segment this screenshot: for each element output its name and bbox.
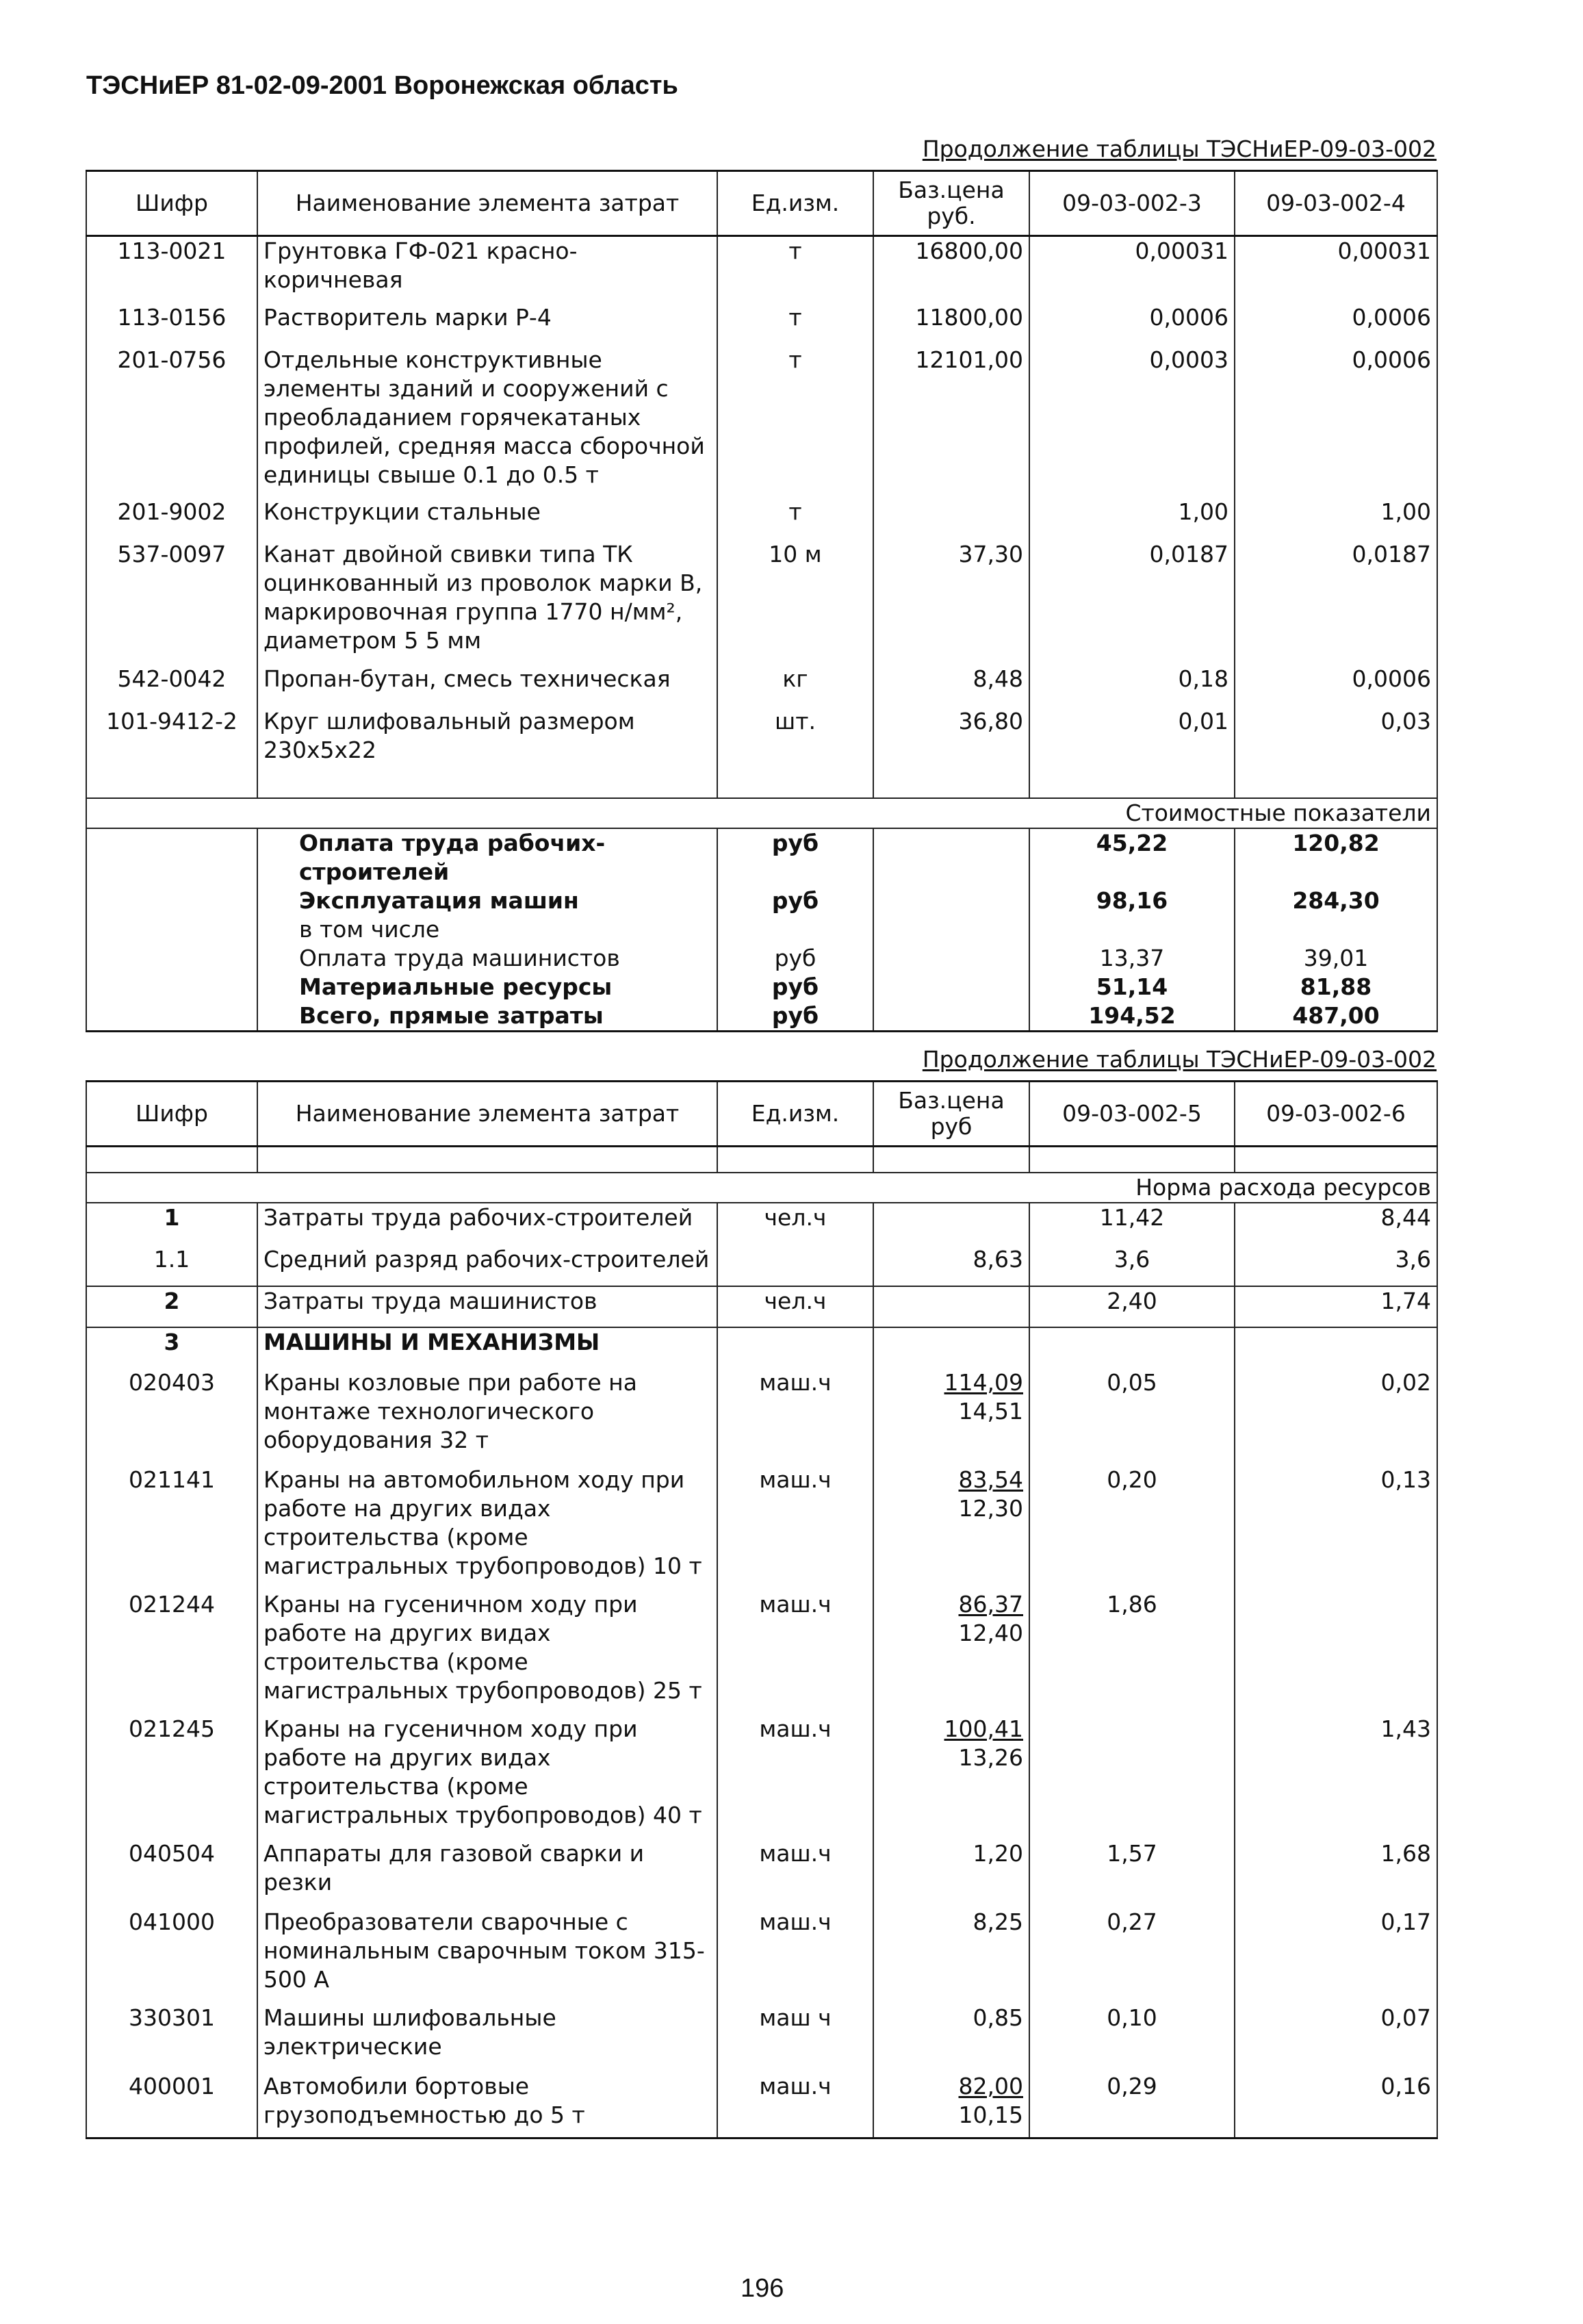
- row-code: 1: [86, 1203, 257, 1245]
- row-unit: 10 м: [717, 540, 873, 665]
- row-price: 8,63: [873, 1245, 1029, 1286]
- labor-row: [86, 1245, 1437, 1286]
- cost-value-a: 194,52: [1029, 1001, 1235, 1032]
- cost-value-a: 45,22: [1029, 828, 1235, 886]
- table-row: [86, 346, 1437, 498]
- cost-name: Материальные ресурсы: [257, 973, 717, 1001]
- machine-row: [86, 2004, 1437, 2072]
- row-unit: маш.ч: [717, 1715, 873, 1839]
- row-unit: чел.ч: [717, 1203, 873, 1245]
- row-unit: [717, 1245, 873, 1286]
- row-unit: маш.ч: [717, 1908, 873, 2004]
- row-name: Растворитель марки Р-4: [257, 303, 717, 346]
- row-value-a: 0,0003: [1029, 346, 1235, 498]
- row-value-b: 1,00: [1235, 498, 1437, 540]
- row-value-a: 0,01: [1029, 707, 1235, 773]
- row-code: 041000: [86, 1908, 257, 2004]
- table-row: [86, 236, 1437, 303]
- row-name: Затраты труда машинистов: [257, 1286, 717, 1327]
- machine-price: 86,37: [958, 1591, 1023, 1618]
- row-price: 16800,00: [873, 236, 1029, 303]
- header-col-b: 09-03-002-4: [1235, 171, 1437, 236]
- machine-wage: 13,26: [958, 1744, 1023, 1771]
- row-value-a: 3,6: [1029, 1245, 1235, 1286]
- cost-name: в том числе: [257, 915, 717, 944]
- row-price: [873, 2072, 1029, 2138]
- row-code: 113-0156: [86, 303, 257, 346]
- row-price: 0,85: [873, 2004, 1029, 2072]
- cost-value-a: 98,16: [1029, 886, 1235, 915]
- row-price: [873, 1286, 1029, 1327]
- row-price: 8,25: [873, 1908, 1029, 2004]
- header-name: Наименование элемента затрат: [257, 171, 717, 236]
- cost-value-a: 13,37: [1029, 944, 1235, 973]
- cost-name: Эксплуатация машин: [257, 886, 717, 915]
- row-value-a: 0,29: [1029, 2072, 1235, 2138]
- row-code: 1.1: [86, 1245, 257, 1286]
- row-code: 113-0021: [86, 236, 257, 303]
- row-price: 12101,00: [873, 346, 1029, 498]
- machine-wage: 12,30: [958, 1495, 1023, 1522]
- row-name: Отдельные конструктивные элементы зданий и сооружений с преобладанием горячекатаных профилей, средняя масса сборочной единицы свыше 0.1 до 0.5 т: [257, 346, 717, 498]
- row-unit: маш.ч: [717, 1839, 873, 1908]
- row-price: 1,20: [873, 1839, 1029, 1908]
- row-unit: маш.ч: [717, 1590, 873, 1715]
- cost-unit: руб: [717, 1001, 873, 1032]
- machine-row: [86, 1715, 1437, 1839]
- row-price: 8,48: [873, 665, 1029, 707]
- row-value-b: 0,17: [1235, 1908, 1437, 2004]
- row-value-a: 0,10: [1029, 2004, 1235, 2072]
- row-value-b: 0,07: [1235, 2004, 1437, 2072]
- row-value-a: 0,0006: [1029, 303, 1235, 346]
- row-value-a: 0,18: [1029, 665, 1235, 707]
- row-code: 201-9002: [86, 498, 257, 540]
- row-unit: маш.ч: [717, 1368, 873, 1466]
- row-name: Краны на гусеничном ходу при работе на других видах строительства (кроме магистральных трубопроводов) 25 т: [257, 1590, 717, 1715]
- row-code: 021245: [86, 1715, 257, 1839]
- section-label: Норма расхода ресурсов: [86, 1173, 1437, 1203]
- cost-value-b: 284,30: [1235, 886, 1437, 915]
- machine-row: [86, 1908, 1437, 2004]
- header-unit: Ед.изм.: [717, 1082, 873, 1147]
- cost-value-b: 81,88: [1235, 973, 1437, 1001]
- row-code: 2: [86, 1286, 257, 1327]
- row-price: [873, 498, 1029, 540]
- labor-row: [86, 1286, 1437, 1327]
- row-value-b: 0,16: [1235, 2072, 1437, 2138]
- cost-row: [86, 915, 1437, 944]
- table2-continuation-caption: Продолжение таблицы ТЭСНиЕР-09-03-002: [922, 1046, 1437, 1073]
- cost-unit: руб: [717, 973, 873, 1001]
- header-col-a: 09-03-002-3: [1029, 171, 1235, 236]
- row-name: Краны на автомобильном ходу при работе на других видах строительства (кроме магистральных трубопроводов) 10 т: [257, 1466, 717, 1590]
- row-value-a: [1029, 1715, 1235, 1839]
- machine-row: [86, 1466, 1437, 1590]
- cost-name: Всего, прямые затраты: [257, 1001, 717, 1032]
- row-name: Канат двойной свивки типа ТК оцинкованный из проволок марки В, маркировочная группа 1770 н/мм², диаметром 5 5 мм: [257, 540, 717, 665]
- machine-row: [86, 2072, 1437, 2138]
- cost-row: [86, 944, 1437, 973]
- row-code: 537-0097: [86, 540, 257, 665]
- row-value-a: 0,05: [1029, 1368, 1235, 1466]
- cost-value-b: 39,01: [1235, 944, 1437, 973]
- cost-value-b: 120,82: [1235, 828, 1437, 886]
- cost-row: [86, 828, 1437, 886]
- row-value-a: 1,00: [1029, 498, 1235, 540]
- row-name: Краны козловые при работе на монтаже технологического оборудования 32 т: [257, 1368, 717, 1466]
- row-name: Грунтовка ГФ-021 красно-коричневая: [257, 236, 717, 303]
- cost-row: [86, 1001, 1437, 1032]
- labor-row: [86, 1203, 1437, 1245]
- row-value-b: 0,0006: [1235, 346, 1437, 498]
- row-price: 36,80: [873, 707, 1029, 773]
- row-code: 021244: [86, 1590, 257, 1715]
- row-value-b: 0,00031: [1235, 236, 1437, 303]
- row-price: [873, 1590, 1029, 1715]
- table-header-row: [86, 1082, 1437, 1147]
- row-value-a: 0,20: [1029, 1466, 1235, 1590]
- row-code: 330301: [86, 2004, 257, 2072]
- row-code: 020403: [86, 1368, 257, 1466]
- header-col-b: 09-03-002-6: [1235, 1082, 1437, 1147]
- cost-row: [86, 886, 1437, 915]
- header-code: Шифр: [86, 1082, 257, 1147]
- cost-value-a: 51,14: [1029, 973, 1235, 1001]
- row-unit: маш ч: [717, 2004, 873, 2072]
- row-name: Автомобили бортовые грузоподъемностью до 5 т: [257, 2072, 717, 2138]
- row-unit: маш.ч: [717, 2072, 873, 2138]
- row-unit: т: [717, 346, 873, 498]
- machine-price: 83,54: [958, 1466, 1023, 1493]
- section-label: Стоимостные показатели: [86, 798, 1437, 828]
- row-code: 400001: [86, 2072, 257, 2138]
- header-code: Шифр: [86, 171, 257, 236]
- row-code: 040504: [86, 1839, 257, 1908]
- cost-name: Оплата труда машинистов: [257, 944, 717, 973]
- row-price: 11800,00: [873, 303, 1029, 346]
- row-name: Преобразователи сварочные с номинальным сварочным током 315-500 А: [257, 1908, 717, 2004]
- table-header-row: [86, 171, 1437, 236]
- row-value-a: 11,42: [1029, 1203, 1235, 1245]
- spacer-row: [86, 773, 1437, 798]
- row-name: Круг шлифовальный размером 230x5x22: [257, 707, 717, 773]
- row-value-b: 8,44: [1235, 1203, 1437, 1245]
- row-price: [873, 1203, 1029, 1245]
- cost-value-b: 487,00: [1235, 1001, 1437, 1032]
- row-value-a: 1,86: [1029, 1590, 1235, 1715]
- row-name: Затраты труда рабочих-строителей: [257, 1203, 717, 1245]
- row-price: [873, 1466, 1029, 1590]
- row-value-b: 0,03: [1235, 707, 1437, 773]
- machine-price: 100,41: [944, 1715, 1023, 1742]
- machine-price: 82,00: [958, 2073, 1023, 2099]
- machine-wage: 14,51: [958, 1398, 1023, 1425]
- row-value-a: 0,00031: [1029, 236, 1235, 303]
- table-row: [86, 498, 1437, 540]
- header-unit: Ед.изм.: [717, 171, 873, 236]
- cost-unit: руб: [717, 886, 873, 915]
- row-value-b: 0,0006: [1235, 665, 1437, 707]
- row-unit: чел.ч: [717, 1286, 873, 1327]
- page-title: ТЭСНиЕР 81-02-09-2001 Воронежская область: [86, 71, 678, 100]
- machine-price: 114,09: [944, 1369, 1023, 1396]
- row-value-b: 1,68: [1235, 1839, 1437, 1908]
- row-code: 021141: [86, 1466, 257, 1590]
- row-price: 37,30: [873, 540, 1029, 665]
- machine-wage: 12,40: [958, 1620, 1023, 1646]
- table-row: [86, 707, 1437, 773]
- row-value-b: 0,0006: [1235, 303, 1437, 346]
- cost-name: Оплата труда рабочих-строителей: [257, 828, 717, 886]
- header-col-a: 09-03-002-5: [1029, 1082, 1235, 1147]
- row-name: Пропан-бутан, смесь техническая: [257, 665, 717, 707]
- row-value-a: 0,0187: [1029, 540, 1235, 665]
- row-name: Конструкции стальные: [257, 498, 717, 540]
- row-price: [873, 1715, 1029, 1839]
- row-name: Средний разряд рабочих-строителей: [257, 1245, 717, 1286]
- row-value-b: 0,02: [1235, 1368, 1437, 1466]
- row-value-a: 0,27: [1029, 1908, 1235, 2004]
- cost-unit: руб: [717, 944, 873, 973]
- cost-value-b: [1235, 915, 1437, 944]
- section-header-row: [86, 798, 1437, 828]
- cost-unit: [717, 915, 873, 944]
- row-value-b: [1235, 1590, 1437, 1715]
- row-code: 101-9412-2: [86, 707, 257, 773]
- row-value-b: 0,0187: [1235, 540, 1437, 665]
- row-value-b: 1,43: [1235, 1715, 1437, 1839]
- spacer-row: [86, 1147, 1437, 1173]
- cost-value-a: [1029, 915, 1235, 944]
- machine-row: [86, 1590, 1437, 1715]
- section-header-row: [86, 1173, 1437, 1203]
- page-number: 196: [741, 2274, 784, 2303]
- row-unit: кг: [717, 665, 873, 707]
- row-unit: шт.: [717, 707, 873, 773]
- row-unit: маш.ч: [717, 1466, 873, 1590]
- group-row: [86, 1327, 1437, 1368]
- machine-row: [86, 1839, 1437, 1908]
- machine-wage: 10,15: [958, 2102, 1023, 2128]
- row-value-b: 0,13: [1235, 1466, 1437, 1590]
- row-unit: т: [717, 236, 873, 303]
- cost-unit: руб: [717, 828, 873, 886]
- group-code: 3: [86, 1327, 257, 1368]
- row-code: 542-0042: [86, 665, 257, 707]
- row-value-b: 3,6: [1235, 1245, 1437, 1286]
- row-value-a: 2,40: [1029, 1286, 1235, 1327]
- row-value-a: 1,57: [1029, 1839, 1235, 1908]
- row-name: Краны на гусеничном ходу при работе на других видах строительства (кроме магистральных трубопроводов) 40 т: [257, 1715, 717, 1839]
- header-name: Наименование элемента затрат: [257, 1082, 717, 1147]
- row-unit: т: [717, 498, 873, 540]
- group-name: МАШИНЫ И МЕХАНИЗМЫ: [257, 1327, 717, 1368]
- row-price: [873, 1368, 1029, 1466]
- table-row: [86, 665, 1437, 707]
- header-base-price: Баз.цена руб.: [873, 171, 1029, 236]
- table-row: [86, 303, 1437, 346]
- row-value-b: 1,74: [1235, 1286, 1437, 1327]
- table1-continuation-caption: Продолжение таблицы ТЭСНиЕР-09-03-002: [922, 136, 1437, 162]
- header-base-price: Баз.цена руб: [873, 1082, 1029, 1147]
- row-name: Машины шлифовальные электрические: [257, 2004, 717, 2072]
- cost-row: [86, 973, 1437, 1001]
- row-code: 201-0756: [86, 346, 257, 498]
- row-unit: т: [717, 303, 873, 346]
- table-row: [86, 540, 1437, 665]
- resource-table-1: [86, 170, 1438, 1032]
- resource-table-2: [86, 1080, 1438, 2139]
- machine-row: [86, 1368, 1437, 1466]
- row-name: Аппараты для газовой сварки и резки: [257, 1839, 717, 1908]
